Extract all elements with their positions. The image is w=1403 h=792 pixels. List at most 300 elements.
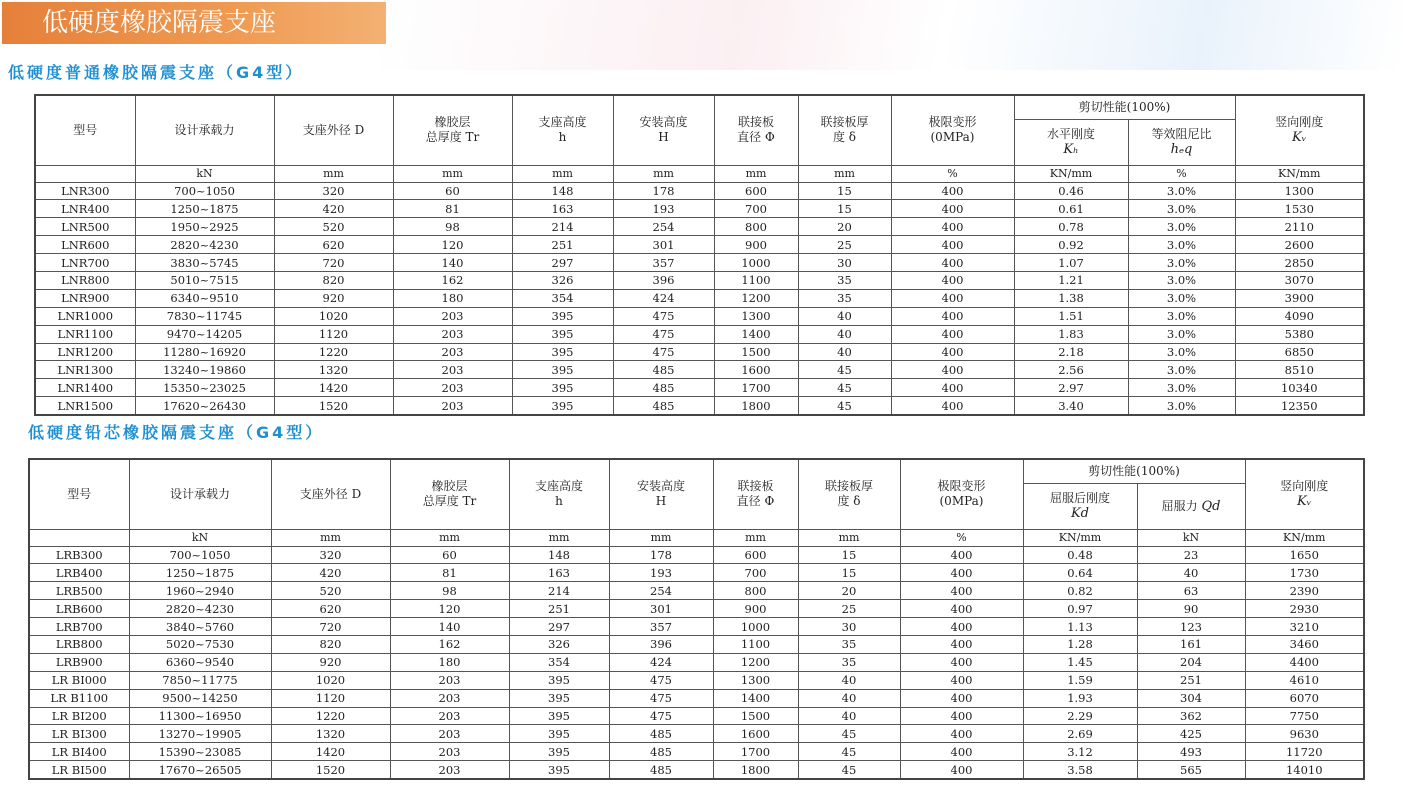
- table-cell: 3.0%: [1128, 200, 1235, 218]
- header-limit-deformation: 极限变形 (0MPa): [900, 459, 1023, 529]
- model-cell: LNR1100: [35, 325, 135, 343]
- table-cell: 301: [613, 236, 714, 254]
- table-cell: 15: [798, 182, 891, 200]
- table-cell: 1250~1875: [135, 200, 274, 218]
- table-header-row-1: [29, 459, 1364, 483]
- table-cell: 301: [609, 600, 713, 618]
- table-cell: 162: [390, 635, 509, 653]
- units-cell: mm: [390, 529, 509, 546]
- table-cell: 2820~4230: [129, 600, 271, 618]
- table-cell: 203: [393, 343, 512, 361]
- table-cell: 203: [390, 689, 509, 707]
- table-cell: 1.45: [1023, 653, 1137, 671]
- table-row: [35, 325, 1364, 343]
- table-cell: 2.69: [1023, 725, 1137, 743]
- table-cell: 700: [714, 200, 798, 218]
- table-cell: 1400: [713, 689, 798, 707]
- table-cell: 1500: [713, 707, 798, 725]
- table-cell: 1530: [1235, 200, 1364, 218]
- table-cell: 420: [274, 200, 393, 218]
- units-cell: KN/mm: [1023, 529, 1137, 546]
- table-cell: 254: [613, 218, 714, 236]
- table-cell: 30: [798, 254, 891, 272]
- table-cell: 1.51: [1014, 307, 1128, 325]
- background-decoration: [380, 0, 1403, 70]
- table-cell: 1500: [714, 343, 798, 361]
- table-cell: 320: [271, 546, 390, 564]
- table-cell: 193: [609, 564, 713, 582]
- table-cell: 1200: [713, 653, 798, 671]
- table-cell: 920: [271, 653, 390, 671]
- table-cell: 3.0%: [1128, 289, 1235, 307]
- model-cell: LNR900: [35, 289, 135, 307]
- table-cell: 1320: [274, 361, 393, 379]
- section-title-lrb: 低硬度铅芯橡胶隔震支座（G4型）: [28, 423, 325, 442]
- table-lnr-frame: [34, 94, 1363, 416]
- table-cell: 1300: [713, 671, 798, 689]
- table-cell: 3.0%: [1128, 254, 1235, 272]
- table-cell: 400: [891, 325, 1014, 343]
- table-cell: 25: [798, 236, 891, 254]
- table-cell: 1400: [714, 325, 798, 343]
- table-cell: 203: [390, 707, 509, 725]
- table-cell: 60: [390, 546, 509, 564]
- table-cell: 3.0%: [1128, 325, 1235, 343]
- table-cell: 2820~4230: [135, 236, 274, 254]
- table-cell: 45: [798, 743, 900, 761]
- header-shear-performance: 剪切性能(100%): [1014, 95, 1235, 119]
- table-row: [35, 361, 1364, 379]
- table-cell: 9630: [1245, 725, 1364, 743]
- table-cell: 1600: [714, 361, 798, 379]
- table-cell: 400: [900, 618, 1023, 636]
- table-cell: 8510: [1235, 361, 1364, 379]
- table-cell: 400: [891, 343, 1014, 361]
- table-cell: 0.92: [1014, 236, 1128, 254]
- units-cell: kN: [135, 165, 274, 182]
- model-cell: LR BI000: [29, 671, 129, 689]
- units-cell: mm: [798, 529, 900, 546]
- table-cell: 3.0%: [1128, 236, 1235, 254]
- table-cell: 395: [509, 689, 609, 707]
- model-cell: LNR1300: [35, 361, 135, 379]
- table-cell: 357: [609, 618, 713, 636]
- table-row: [29, 635, 1364, 653]
- table-cell: 140: [393, 254, 512, 272]
- table-row: [35, 236, 1364, 254]
- table-cell: 35: [798, 653, 900, 671]
- table-cell: 400: [900, 743, 1023, 761]
- table-cell: 1800: [713, 761, 798, 779]
- table-cell: 180: [393, 289, 512, 307]
- table-cell: 15: [798, 200, 891, 218]
- table-cell: 193: [613, 200, 714, 218]
- table-row: [35, 289, 1364, 307]
- table-cell: 520: [274, 218, 393, 236]
- header-bearing-height: 支座高度 h: [512, 95, 613, 165]
- table-cell: 3460: [1245, 635, 1364, 653]
- model-cell: LR BI200: [29, 707, 129, 725]
- table-cell: 1800: [714, 397, 798, 415]
- table-cell: 400: [900, 582, 1023, 600]
- table-cell: 0.48: [1023, 546, 1137, 564]
- model-cell: LRB800: [29, 635, 129, 653]
- table-cell: 9500~14250: [129, 689, 271, 707]
- table-cell: 485: [609, 725, 713, 743]
- table-cell: 304: [1137, 689, 1245, 707]
- table-cell: 15: [798, 564, 900, 582]
- table-cell: 3.0%: [1128, 343, 1235, 361]
- header-plate-thickness: 联接板厚 度 δ: [798, 95, 891, 165]
- spec-table-lrb: [28, 458, 1365, 780]
- table-cell: 565: [1137, 761, 1245, 779]
- table-cell: 720: [274, 254, 393, 272]
- header-yield-force: 屈服力 Qd: [1137, 483, 1245, 529]
- units-cell: mm: [714, 165, 798, 182]
- model-cell: LRB700: [29, 618, 129, 636]
- table-cell: 15390~23085: [129, 743, 271, 761]
- table-cell: 148: [512, 182, 613, 200]
- units-cell: kN: [1137, 529, 1245, 546]
- table-cell: 396: [613, 271, 714, 289]
- table-cell: 203: [393, 397, 512, 415]
- table-row: [29, 546, 1364, 564]
- table-cell: 45: [798, 379, 891, 397]
- table-cell: 180: [390, 653, 509, 671]
- table-cell: 3.0%: [1128, 182, 1235, 200]
- table-cell: 30: [798, 618, 900, 636]
- table-cell: 40: [1137, 564, 1245, 582]
- table-cell: 395: [512, 379, 613, 397]
- table-cell: 1250~1875: [129, 564, 271, 582]
- table-cell: 326: [512, 271, 613, 289]
- table-cell: 3210: [1245, 618, 1364, 636]
- table-cell: 320: [274, 182, 393, 200]
- table-cell: 163: [512, 200, 613, 218]
- header-plate-diameter: 联接板 直径 Φ: [714, 95, 798, 165]
- header-design-load: 设计承载力: [129, 459, 271, 529]
- table-cell: 45: [798, 361, 891, 379]
- table-cell: 400: [891, 236, 1014, 254]
- table-cell: 1300: [1235, 182, 1364, 200]
- table-row: [35, 182, 1364, 200]
- table-cell: 700: [713, 564, 798, 582]
- model-cell: LNR600: [35, 236, 135, 254]
- units-cell: %: [891, 165, 1014, 182]
- table-cell: 3.0%: [1128, 397, 1235, 415]
- table-cell: 203: [390, 743, 509, 761]
- table-cell: 251: [1137, 671, 1245, 689]
- table-cell: 400: [891, 182, 1014, 200]
- table-cell: 3.0%: [1128, 218, 1235, 236]
- units-cell: KN/mm: [1014, 165, 1128, 182]
- table-cell: 203: [390, 761, 509, 779]
- table-cell: 820: [271, 635, 390, 653]
- table-cell: 920: [274, 289, 393, 307]
- model-cell: LRB300: [29, 546, 129, 564]
- table-cell: 1420: [274, 379, 393, 397]
- table-cell: 400: [900, 671, 1023, 689]
- units-cell: mm: [609, 529, 713, 546]
- table-row: [35, 307, 1364, 325]
- table-cell: 1.59: [1023, 671, 1137, 689]
- table-cell: 1650: [1245, 546, 1364, 564]
- table-cell: 204: [1137, 653, 1245, 671]
- table-cell: 1700: [713, 743, 798, 761]
- table-cell: 400: [891, 397, 1014, 415]
- table-cell: 1.13: [1023, 618, 1137, 636]
- table-cell: 40: [798, 343, 891, 361]
- table-cell: 3.12: [1023, 743, 1137, 761]
- table-cell: 2.97: [1014, 379, 1128, 397]
- table-cell: 140: [390, 618, 509, 636]
- table-cell: 251: [512, 236, 613, 254]
- header-install-height: 安装高度 H: [609, 459, 713, 529]
- table-cell: 400: [891, 289, 1014, 307]
- table-cell: 98: [393, 218, 512, 236]
- table-cell: 6850: [1235, 343, 1364, 361]
- table-cell: 1.83: [1014, 325, 1128, 343]
- table-cell: 45: [798, 397, 891, 415]
- table-cell: 3.0%: [1128, 271, 1235, 289]
- table-cell: 20: [798, 582, 900, 600]
- table-cell: 2.18: [1014, 343, 1128, 361]
- table-cell: 17620~26430: [135, 397, 274, 415]
- table-cell: 1000: [713, 618, 798, 636]
- table-cell: 700~1050: [135, 182, 274, 200]
- header-horizontal-stiffness: 水平刚度 Kₕ: [1014, 119, 1128, 165]
- table-cell: 1.93: [1023, 689, 1137, 707]
- table-cell: 0.64: [1023, 564, 1137, 582]
- table-cell: 254: [609, 582, 713, 600]
- header-vertical-stiffness: 竖向刚度 Kᵥ: [1245, 459, 1364, 529]
- table-cell: 162: [393, 271, 512, 289]
- table-cell: 15350~23025: [135, 379, 274, 397]
- table-cell: 4610: [1245, 671, 1364, 689]
- table-cell: 400: [891, 307, 1014, 325]
- header-plate-diameter: 联接板 直径 Φ: [713, 459, 798, 529]
- table-row: [29, 689, 1364, 707]
- table-cell: 0.46: [1014, 182, 1128, 200]
- table-cell: 178: [613, 182, 714, 200]
- table-cell: 297: [512, 254, 613, 272]
- table-cell: 1120: [274, 325, 393, 343]
- table-row: [35, 254, 1364, 272]
- header-design-load: 设计承载力: [135, 95, 274, 165]
- table-cell: 600: [713, 546, 798, 564]
- table-cell: 81: [390, 564, 509, 582]
- units-cell: [35, 165, 135, 182]
- table-cell: 1300: [714, 307, 798, 325]
- header-bearing-height: 支座高度 h: [509, 459, 609, 529]
- table-cell: 475: [609, 689, 713, 707]
- table-row: [29, 707, 1364, 725]
- model-cell: LNR700: [35, 254, 135, 272]
- table-cell: 424: [613, 289, 714, 307]
- table-cell: 148: [509, 546, 609, 564]
- table-cell: 395: [509, 743, 609, 761]
- table-row: [29, 582, 1364, 600]
- table-cell: 13240~19860: [135, 361, 274, 379]
- table-cell: 400: [891, 218, 1014, 236]
- model-cell: LR BI300: [29, 725, 129, 743]
- header-limit-deformation: 极限变形 (0MPa): [891, 95, 1014, 165]
- table-cell: 2.29: [1023, 707, 1137, 725]
- table-cell: 820: [274, 271, 393, 289]
- table-cell: 485: [609, 743, 713, 761]
- table-cell: 5380: [1235, 325, 1364, 343]
- model-cell: LR B1100: [29, 689, 129, 707]
- header-plate-thickness: 联接板厚 度 δ: [798, 459, 900, 529]
- header-post-yield-stiffness: 屈服后刚度 Kd: [1023, 483, 1137, 529]
- table-cell: 203: [393, 361, 512, 379]
- table-cell: 3.0%: [1128, 361, 1235, 379]
- table-cell: 13270~19905: [129, 725, 271, 743]
- table-cell: 161: [1137, 635, 1245, 653]
- units-row: [35, 165, 1364, 182]
- table-cell: 3830~5745: [135, 254, 274, 272]
- table-cell: 2.56: [1014, 361, 1128, 379]
- header-model: 型号: [29, 459, 129, 529]
- model-cell: LNR1500: [35, 397, 135, 415]
- table-cell: 362: [1137, 707, 1245, 725]
- model-cell: LRB400: [29, 564, 129, 582]
- model-cell: LNR1200: [35, 343, 135, 361]
- table-cell: 1730: [1245, 564, 1364, 582]
- table-cell: 1600: [713, 725, 798, 743]
- table-row: [29, 743, 1364, 761]
- table-cell: 1220: [271, 707, 390, 725]
- table-cell: 400: [900, 707, 1023, 725]
- table-cell: 800: [714, 218, 798, 236]
- units-cell: mm: [271, 529, 390, 546]
- table-cell: 395: [509, 707, 609, 725]
- table-row: [35, 379, 1364, 397]
- table-cell: 395: [509, 761, 609, 779]
- table-cell: 395: [512, 361, 613, 379]
- model-cell: LNR1000: [35, 307, 135, 325]
- units-cell: mm: [512, 165, 613, 182]
- table-cell: 0.61: [1014, 200, 1128, 218]
- units-cell: KN/mm: [1245, 529, 1364, 546]
- table-cell: 40: [798, 307, 891, 325]
- table-cell: 326: [509, 635, 609, 653]
- table-cell: 7850~11775: [129, 671, 271, 689]
- table-cell: 3.0%: [1128, 379, 1235, 397]
- table-row: [29, 618, 1364, 636]
- table-cell: 396: [609, 635, 713, 653]
- model-cell: LNR1400: [35, 379, 135, 397]
- table-cell: 203: [393, 379, 512, 397]
- spec-table-lnr: [34, 94, 1365, 416]
- table-cell: 214: [509, 582, 609, 600]
- table-cell: 395: [509, 725, 609, 743]
- table-cell: 1100: [714, 271, 798, 289]
- table-cell: 700~1050: [129, 546, 271, 564]
- table-cell: 1520: [271, 761, 390, 779]
- header-damping-ratio: 等效阻尼比 hₑq: [1128, 119, 1235, 165]
- header-install-height: 安装高度 H: [613, 95, 714, 165]
- table-cell: 1220: [274, 343, 393, 361]
- table-cell: 120: [393, 236, 512, 254]
- section-title-lnr: 低硬度普通橡胶隔震支座（G4型）: [8, 63, 305, 82]
- table-cell: 1120: [271, 689, 390, 707]
- table-cell: 1100: [713, 635, 798, 653]
- table-cell: 620: [271, 600, 390, 618]
- units-cell: [29, 529, 129, 546]
- header-shear-performance: 剪切性能(100%): [1023, 459, 1245, 483]
- table-cell: 3840~5760: [129, 618, 271, 636]
- model-cell: LNR400: [35, 200, 135, 218]
- table-row: [29, 671, 1364, 689]
- table-cell: 1.28: [1023, 635, 1137, 653]
- table-cell: 40: [798, 671, 900, 689]
- table-cell: 203: [393, 325, 512, 343]
- table-cell: 395: [512, 343, 613, 361]
- units-cell: mm: [274, 165, 393, 182]
- table-cell: 425: [1137, 725, 1245, 743]
- table-row: [35, 271, 1364, 289]
- table-cell: 45: [798, 761, 900, 779]
- table-cell: 400: [900, 564, 1023, 582]
- table-header-row-1: [35, 95, 1364, 119]
- table-cell: 420: [271, 564, 390, 582]
- table-cell: 40: [798, 689, 900, 707]
- table-cell: 400: [891, 361, 1014, 379]
- model-cell: LR BI500: [29, 761, 129, 779]
- units-cell: mm: [798, 165, 891, 182]
- table-cell: 40: [798, 707, 900, 725]
- table-cell: 1700: [714, 379, 798, 397]
- table-cell: 3.58: [1023, 761, 1137, 779]
- table-cell: 35: [798, 635, 900, 653]
- table-row: [29, 653, 1364, 671]
- table-cell: 424: [609, 653, 713, 671]
- units-row: [29, 529, 1364, 546]
- table-cell: 12350: [1235, 397, 1364, 415]
- table-cell: 357: [613, 254, 714, 272]
- table-cell: 485: [613, 397, 714, 415]
- table-cell: 3.40: [1014, 397, 1128, 415]
- table-row: [35, 200, 1364, 218]
- table-cell: 20: [798, 218, 891, 236]
- table-cell: 400: [900, 653, 1023, 671]
- table-cell: 354: [512, 289, 613, 307]
- table-row: [29, 725, 1364, 743]
- table-cell: 1.21: [1014, 271, 1128, 289]
- table-cell: 1320: [271, 725, 390, 743]
- model-cell: LRB500: [29, 582, 129, 600]
- table-row: [35, 397, 1364, 415]
- table-cell: 98: [390, 582, 509, 600]
- table-cell: 6340~9510: [135, 289, 274, 307]
- table-cell: 493: [1137, 743, 1245, 761]
- table-cell: 14010: [1245, 761, 1364, 779]
- table-cell: 2600: [1235, 236, 1364, 254]
- table-cell: 10340: [1235, 379, 1364, 397]
- units-cell: kN: [129, 529, 271, 546]
- table-cell: 297: [509, 618, 609, 636]
- table-cell: 1950~2925: [135, 218, 274, 236]
- table-row: [29, 761, 1364, 779]
- units-cell: mm: [713, 529, 798, 546]
- table-row: [29, 564, 1364, 582]
- table-cell: 800: [713, 582, 798, 600]
- model-cell: LNR300: [35, 182, 135, 200]
- model-cell: LNR800: [35, 271, 135, 289]
- table-cell: 40: [798, 325, 891, 343]
- table-cell: 35: [798, 271, 891, 289]
